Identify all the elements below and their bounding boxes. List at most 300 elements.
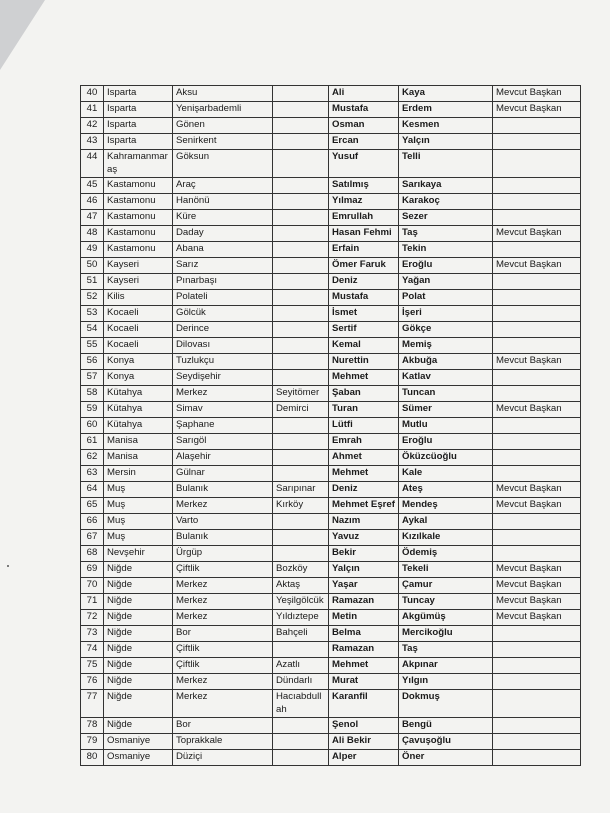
first-name-cell: Ercan	[329, 134, 399, 150]
province-cell: Osmaniye	[104, 734, 173, 750]
row-number-cell: 43	[81, 134, 104, 150]
row-number-cell: 72	[81, 610, 104, 626]
note-cell	[493, 386, 581, 402]
province-cell: Niğde	[104, 658, 173, 674]
village-cell	[273, 242, 329, 258]
note-cell	[493, 322, 581, 338]
province-cell: Niğde	[104, 594, 173, 610]
row-number-cell: 55	[81, 338, 104, 354]
table-row	[81, 562, 581, 578]
row-number-cell: 49	[81, 242, 104, 258]
note-cell: Mevcut Başkan	[493, 498, 581, 514]
table-row	[81, 194, 581, 210]
village-cell	[273, 642, 329, 658]
table-row	[81, 434, 581, 450]
row-number-cell: 52	[81, 290, 104, 306]
surname-cell: Yalçın	[399, 134, 493, 150]
table-row	[81, 370, 581, 386]
surname-cell: Tuncay	[399, 594, 493, 610]
row-number-cell: 68	[81, 546, 104, 562]
note-cell	[493, 370, 581, 386]
table-row	[81, 338, 581, 354]
province-cell: Muş	[104, 514, 173, 530]
district-cell: Toprakkale	[173, 734, 273, 750]
village-cell	[273, 546, 329, 562]
row-number-cell: 57	[81, 370, 104, 386]
district-cell: Merkez	[173, 610, 273, 626]
village-cell: Yıldıztepe	[273, 610, 329, 626]
province-cell: Niğde	[104, 610, 173, 626]
note-cell	[493, 290, 581, 306]
province-cell: Mersin	[104, 466, 173, 482]
table-row	[81, 210, 581, 226]
row-number-cell: 66	[81, 514, 104, 530]
row-number-cell: 67	[81, 530, 104, 546]
surname-cell: Tekin	[399, 242, 493, 258]
note-cell	[493, 466, 581, 482]
first-name-cell: Satılmış	[329, 178, 399, 194]
note-cell: Mevcut Başkan	[493, 354, 581, 370]
surname-cell: Kesmen	[399, 118, 493, 134]
province-cell: Kastamonu	[104, 226, 173, 242]
table-row	[81, 750, 581, 766]
table-row	[81, 546, 581, 562]
table-row	[81, 594, 581, 610]
first-name-cell: Karanfil	[329, 690, 399, 718]
surname-cell: Çamur	[399, 578, 493, 594]
province-cell: Manisa	[104, 434, 173, 450]
table-row	[81, 386, 581, 402]
note-cell	[493, 150, 581, 178]
village-cell: Aktaş	[273, 578, 329, 594]
first-name-cell: Yaşar	[329, 578, 399, 594]
surname-cell: Kale	[399, 466, 493, 482]
village-cell	[273, 210, 329, 226]
village-cell	[273, 434, 329, 450]
first-name-cell: Şenol	[329, 718, 399, 734]
row-number-cell: 44	[81, 150, 104, 178]
district-cell: Alaşehir	[173, 450, 273, 466]
row-number-cell: 50	[81, 258, 104, 274]
row-number-cell: 58	[81, 386, 104, 402]
province-cell: Muş	[104, 498, 173, 514]
table-row	[81, 306, 581, 322]
first-name-cell: Ahmet	[329, 450, 399, 466]
district-cell: Polateli	[173, 290, 273, 306]
table-row	[81, 118, 581, 134]
first-name-cell: Sertif	[329, 322, 399, 338]
note-cell	[493, 194, 581, 210]
province-cell: Niğde	[104, 718, 173, 734]
district-cell: Gülnar	[173, 466, 273, 482]
first-name-cell: Bekir	[329, 546, 399, 562]
province-cell: Isparta	[104, 134, 173, 150]
district-cell: Abana	[173, 242, 273, 258]
first-name-cell: Osman	[329, 118, 399, 134]
village-cell: Sarıpınar	[273, 482, 329, 498]
village-cell	[273, 750, 329, 766]
row-number-cell: 71	[81, 594, 104, 610]
surname-cell: Yılgın	[399, 674, 493, 690]
village-cell: Seyitömer	[273, 386, 329, 402]
village-cell	[273, 102, 329, 118]
surname-cell: Katlav	[399, 370, 493, 386]
note-cell	[493, 338, 581, 354]
province-cell: Kastamonu	[104, 242, 173, 258]
table-row	[81, 498, 581, 514]
note-cell	[493, 434, 581, 450]
province-cell: Kocaeli	[104, 322, 173, 338]
first-name-cell: Nurettin	[329, 354, 399, 370]
note-cell	[493, 718, 581, 734]
note-cell	[493, 210, 581, 226]
province-cell: Niğde	[104, 562, 173, 578]
row-number-cell: 65	[81, 498, 104, 514]
village-cell	[273, 530, 329, 546]
first-name-cell: Hasan Fehmi	[329, 226, 399, 242]
district-cell: Çiftlik	[173, 562, 273, 578]
district-cell: Küre	[173, 210, 273, 226]
page-shadow-corner	[0, 0, 45, 70]
village-cell	[273, 354, 329, 370]
first-name-cell: Yalçın	[329, 562, 399, 578]
district-cell: Merkez	[173, 690, 273, 718]
district-cell: Senirkent	[173, 134, 273, 150]
province-cell: Nevşehir	[104, 546, 173, 562]
first-name-cell: Deniz	[329, 274, 399, 290]
district-cell: Pınarbaşı	[173, 274, 273, 290]
row-number-cell: 53	[81, 306, 104, 322]
village-cell	[273, 718, 329, 734]
note-cell	[493, 306, 581, 322]
surname-cell: Akgümüş	[399, 610, 493, 626]
table-row	[81, 134, 581, 150]
village-cell	[273, 370, 329, 386]
surname-cell: Ödemiş	[399, 546, 493, 562]
village-cell	[273, 274, 329, 290]
note-cell	[493, 690, 581, 718]
district-cell: Sarız	[173, 258, 273, 274]
surname-cell: Sümer	[399, 402, 493, 418]
row-number-cell: 78	[81, 718, 104, 734]
province-cell: Kayseri	[104, 274, 173, 290]
province-cell: Osmaniye	[104, 750, 173, 766]
village-cell	[273, 290, 329, 306]
village-cell	[273, 194, 329, 210]
note-cell: Mevcut Başkan	[493, 226, 581, 242]
first-name-cell: Mehmet Eşref	[329, 498, 399, 514]
surname-cell: Tuncan	[399, 386, 493, 402]
surname-cell: Eroğlu	[399, 434, 493, 450]
table-row	[81, 258, 581, 274]
first-name-cell: Yavuz	[329, 530, 399, 546]
first-name-cell: Nazım	[329, 514, 399, 530]
table-row	[81, 274, 581, 290]
table-row	[81, 322, 581, 338]
village-cell: Demirci	[273, 402, 329, 418]
row-number-cell: 60	[81, 418, 104, 434]
surname-cell: Taş	[399, 226, 493, 242]
table-row	[81, 718, 581, 734]
surname-cell: Sarıkaya	[399, 178, 493, 194]
note-cell	[493, 530, 581, 546]
district-cell: Bor	[173, 626, 273, 642]
province-cell: Niğde	[104, 690, 173, 718]
note-cell	[493, 750, 581, 766]
row-number-cell: 46	[81, 194, 104, 210]
village-cell: Dündarlı	[273, 674, 329, 690]
district-cell: Aksu	[173, 86, 273, 102]
table-row	[81, 178, 581, 194]
table-row	[81, 402, 581, 418]
surname-cell: İşeri	[399, 306, 493, 322]
district-cell: Merkez	[173, 578, 273, 594]
village-cell	[273, 734, 329, 750]
surname-cell: Erdem	[399, 102, 493, 118]
table-row	[81, 226, 581, 242]
province-cell: Konya	[104, 370, 173, 386]
row-number-cell: 74	[81, 642, 104, 658]
table-row	[81, 610, 581, 626]
first-name-cell: Ramazan	[329, 594, 399, 610]
first-name-cell: Mehmet	[329, 466, 399, 482]
village-cell	[273, 514, 329, 530]
first-name-cell: Ömer Faruk	[329, 258, 399, 274]
note-cell	[493, 626, 581, 642]
village-cell: Azatlı	[273, 658, 329, 674]
surname-cell: Kızılkale	[399, 530, 493, 546]
row-number-cell: 70	[81, 578, 104, 594]
row-number-cell: 62	[81, 450, 104, 466]
note-cell: Mevcut Başkan	[493, 562, 581, 578]
table-row	[81, 290, 581, 306]
first-name-cell: Turan	[329, 402, 399, 418]
village-cell: Bahçeli	[273, 626, 329, 642]
row-number-cell: 63	[81, 466, 104, 482]
note-cell	[493, 674, 581, 690]
province-cell: Kocaeli	[104, 338, 173, 354]
note-cell: Mevcut Başkan	[493, 258, 581, 274]
district-cell: Yenişarbademli	[173, 102, 273, 118]
district-cell: Seydişehir	[173, 370, 273, 386]
village-cell: Hacıabdullah	[273, 690, 329, 718]
note-cell	[493, 418, 581, 434]
table-row	[81, 482, 581, 498]
province-cell: Kastamonu	[104, 178, 173, 194]
district-cell: Göksun	[173, 150, 273, 178]
table-row	[81, 578, 581, 594]
province-cell: Kütahya	[104, 418, 173, 434]
province-cell: Muş	[104, 482, 173, 498]
note-cell	[493, 514, 581, 530]
row-number-cell: 75	[81, 658, 104, 674]
table-row	[81, 690, 581, 718]
note-cell	[493, 118, 581, 134]
table-row	[81, 530, 581, 546]
surname-cell: Akpınar	[399, 658, 493, 674]
note-cell	[493, 642, 581, 658]
surname-cell: Mendeş	[399, 498, 493, 514]
first-name-cell: Mehmet	[329, 370, 399, 386]
village-cell: Yeşilgölcük	[273, 594, 329, 610]
first-name-cell: Mustafa	[329, 102, 399, 118]
surname-cell: Karakoç	[399, 194, 493, 210]
table-row	[81, 466, 581, 482]
province-cell: Kahramanmaraş	[104, 150, 173, 178]
village-cell	[273, 418, 329, 434]
first-name-cell: Yusuf	[329, 150, 399, 178]
district-cell: Bor	[173, 718, 273, 734]
district-cell: Ürgüp	[173, 546, 273, 562]
first-name-cell: Kemal	[329, 338, 399, 354]
surname-cell: Mutlu	[399, 418, 493, 434]
district-cell: Bulanık	[173, 482, 273, 498]
district-cell: Gölcük	[173, 306, 273, 322]
district-cell: Dilovası	[173, 338, 273, 354]
note-cell: Mevcut Başkan	[493, 594, 581, 610]
district-cell: Sarıgöl	[173, 434, 273, 450]
first-name-cell: Mustafa	[329, 290, 399, 306]
district-cell: Tuzlukçu	[173, 354, 273, 370]
note-cell	[493, 242, 581, 258]
row-number-cell: 77	[81, 690, 104, 718]
first-name-cell: Murat	[329, 674, 399, 690]
province-cell: Manisa	[104, 450, 173, 466]
speck	[7, 565, 9, 567]
row-number-cell: 56	[81, 354, 104, 370]
table-row	[81, 86, 581, 102]
village-cell	[273, 118, 329, 134]
table-row	[81, 734, 581, 750]
district-cell: Merkez	[173, 386, 273, 402]
village-cell	[273, 306, 329, 322]
province-cell: Kütahya	[104, 386, 173, 402]
district-cell: Daday	[173, 226, 273, 242]
surname-cell: Öner	[399, 750, 493, 766]
note-cell: Mevcut Başkan	[493, 482, 581, 498]
row-number-cell: 69	[81, 562, 104, 578]
surname-cell: Akbuğa	[399, 354, 493, 370]
candidate-table	[80, 85, 581, 766]
district-cell: Simav	[173, 402, 273, 418]
note-cell	[493, 546, 581, 562]
first-name-cell: Ali	[329, 86, 399, 102]
note-cell: Mevcut Başkan	[493, 610, 581, 626]
first-name-cell: Emrullah	[329, 210, 399, 226]
surname-cell: Kaya	[399, 86, 493, 102]
village-cell	[273, 150, 329, 178]
note-cell: Mevcut Başkan	[493, 102, 581, 118]
district-cell: Derince	[173, 322, 273, 338]
district-cell: Bulanık	[173, 530, 273, 546]
province-cell: Kilis	[104, 290, 173, 306]
province-cell: Kocaeli	[104, 306, 173, 322]
note-cell	[493, 134, 581, 150]
row-number-cell: 73	[81, 626, 104, 642]
province-cell: Kayseri	[104, 258, 173, 274]
district-cell: Merkez	[173, 674, 273, 690]
surname-cell: Aykal	[399, 514, 493, 530]
table-row	[81, 514, 581, 530]
surname-cell: Mercikoğlu	[399, 626, 493, 642]
surname-cell: Bengü	[399, 718, 493, 734]
table-row	[81, 354, 581, 370]
district-cell: Hanönü	[173, 194, 273, 210]
village-cell: Kırköy	[273, 498, 329, 514]
province-cell: Isparta	[104, 102, 173, 118]
village-cell	[273, 258, 329, 274]
district-cell: Gönen	[173, 118, 273, 134]
surname-cell: Taş	[399, 642, 493, 658]
row-number-cell: 61	[81, 434, 104, 450]
district-cell: Düziçi	[173, 750, 273, 766]
table-row	[81, 674, 581, 690]
district-cell: Merkez	[173, 498, 273, 514]
district-cell: Araç	[173, 178, 273, 194]
first-name-cell: İsmet	[329, 306, 399, 322]
row-number-cell: 48	[81, 226, 104, 242]
first-name-cell: Mehmet	[329, 658, 399, 674]
village-cell	[273, 86, 329, 102]
row-number-cell: 51	[81, 274, 104, 290]
row-number-cell: 41	[81, 102, 104, 118]
note-cell: Mevcut Başkan	[493, 578, 581, 594]
table-row	[81, 242, 581, 258]
province-cell: Kütahya	[104, 402, 173, 418]
table-row	[81, 450, 581, 466]
note-cell: Mevcut Başkan	[493, 86, 581, 102]
province-cell: Niğde	[104, 578, 173, 594]
row-number-cell: 40	[81, 86, 104, 102]
surname-cell: Yağan	[399, 274, 493, 290]
table-row	[81, 102, 581, 118]
district-cell: Çiftlik	[173, 642, 273, 658]
district-cell: Merkez	[173, 594, 273, 610]
province-cell: Niğde	[104, 626, 173, 642]
note-cell	[493, 178, 581, 194]
surname-cell: Ateş	[399, 482, 493, 498]
first-name-cell: Belma	[329, 626, 399, 642]
surname-cell: Öküzcüoğlu	[399, 450, 493, 466]
surname-cell: Tekeli	[399, 562, 493, 578]
village-cell	[273, 226, 329, 242]
village-cell	[273, 338, 329, 354]
district-cell: Şaphane	[173, 418, 273, 434]
table-row	[81, 658, 581, 674]
first-name-cell: Lütfi	[329, 418, 399, 434]
province-cell: Kastamonu	[104, 194, 173, 210]
village-cell	[273, 450, 329, 466]
village-cell	[273, 134, 329, 150]
district-cell: Çiftlik	[173, 658, 273, 674]
surname-cell: Memiş	[399, 338, 493, 354]
row-number-cell: 45	[81, 178, 104, 194]
row-number-cell: 80	[81, 750, 104, 766]
province-cell: Niğde	[104, 674, 173, 690]
surname-cell: Sezer	[399, 210, 493, 226]
table-row	[81, 626, 581, 642]
note-cell	[493, 734, 581, 750]
row-number-cell: 54	[81, 322, 104, 338]
first-name-cell: Ali Bekir	[329, 734, 399, 750]
first-name-cell: Erfain	[329, 242, 399, 258]
first-name-cell: Metin	[329, 610, 399, 626]
row-number-cell: 64	[81, 482, 104, 498]
first-name-cell: Şaban	[329, 386, 399, 402]
first-name-cell: Alper	[329, 750, 399, 766]
row-number-cell: 79	[81, 734, 104, 750]
province-cell: Isparta	[104, 86, 173, 102]
